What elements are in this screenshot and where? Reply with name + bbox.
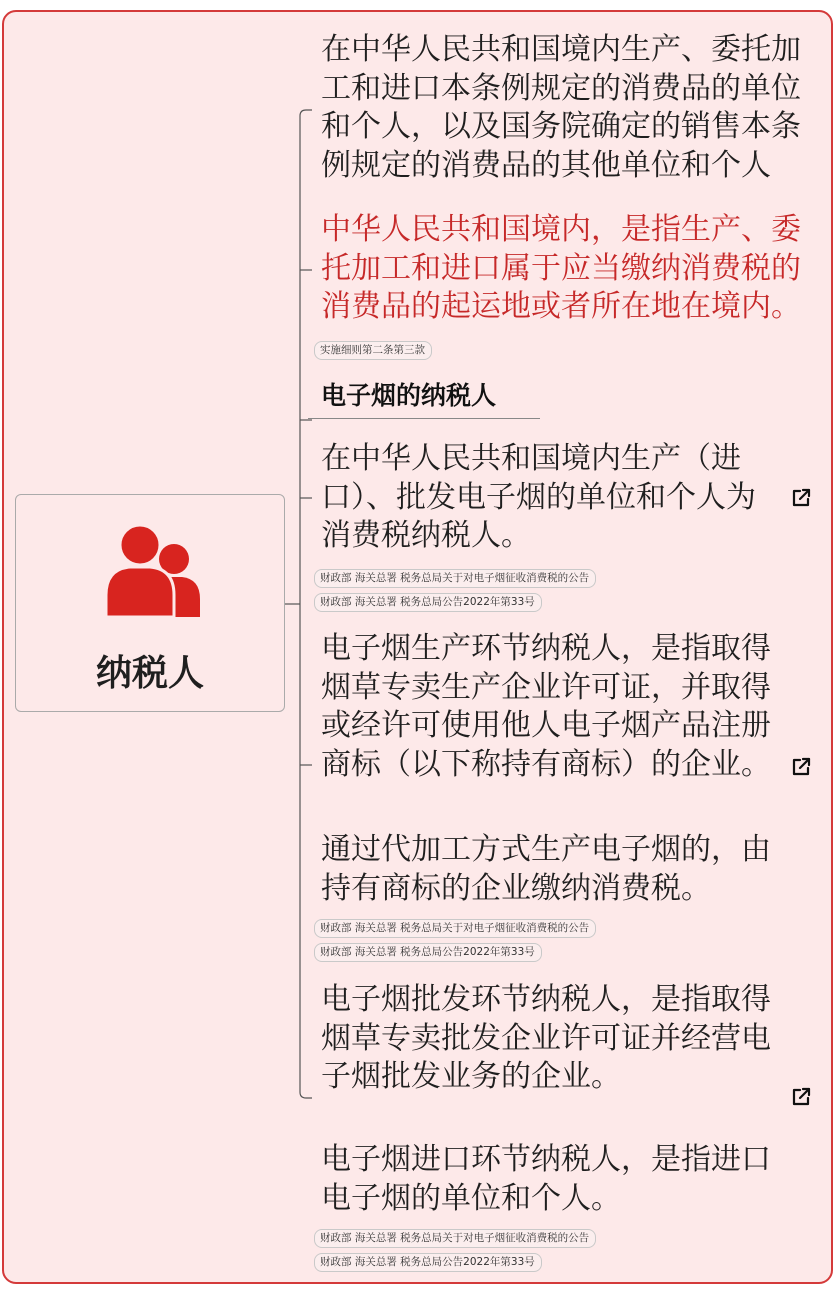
external-link-icon[interactable] [790, 487, 812, 509]
node-line: 烟草专卖批发企业许可证并经营电 [321, 1020, 771, 1056]
node-line: 消费品的起运地或者所在地在境内。 [321, 289, 801, 324]
heading-underline [308, 418, 540, 419]
node-territory-definition[interactable] [321, 211, 801, 327]
source-tag[interactable]: 财政部 海关总署 税务总局公告2022年第33号 [314, 593, 542, 612]
node-ecig-production-taxpayer[interactable] [321, 630, 771, 784]
source-tag[interactable]: 财政部 海关总署 税务总局关于对电子烟征收消费税的公告 [314, 569, 596, 588]
node-line: 电子烟批发环节纳税人，是指取得 [321, 982, 771, 1017]
node-ecig-taxpayer[interactable] [321, 440, 756, 556]
source-tag[interactable]: 财政部 海关总署 税务总局关于对电子烟征收消费税的公告 [314, 919, 596, 938]
node-line: 工和进口本条例规定的消费品的单位 [321, 70, 801, 106]
node-line: 中华人民共和国境内，是指生产、委 [321, 212, 801, 247]
node-ecig-import-taxpayer[interactable] [321, 1141, 771, 1218]
external-link-icon[interactable] [790, 756, 812, 778]
node-line: 消费税纳税人。 [321, 518, 531, 553]
root-node[interactable] [15, 494, 285, 712]
node-line: 口）、批发电子烟的单位和个人为 [321, 479, 756, 515]
node-ecig-wholesale-taxpayer[interactable] [321, 981, 771, 1097]
source-tag[interactable]: 财政部 海关总署 税务总局公告2022年第33号 [314, 943, 542, 962]
node-line: 或经许可使用他人电子烟产品注册 [321, 708, 771, 743]
source-tag[interactable]: 实施细则第二条第三款 [314, 341, 432, 360]
root-label: 纳税人 [95, 653, 204, 694]
node-line: 电子烟进口环节纳税人，是指进口 [321, 1142, 771, 1177]
node-line: 例规定的消费品的其他单位和个人 [321, 147, 771, 183]
node-line: 子烟批发业务的企业。 [321, 1059, 621, 1094]
node-line: 通过代加工方式生产电子烟的，由 [321, 832, 771, 867]
source-tag[interactable]: 财政部 海关总署 税务总局关于对电子烟征收消费税的公告 [314, 1229, 596, 1248]
node-oem-production[interactable] [321, 831, 771, 908]
node-line: 商标（以下称持有商标）的企业。 [321, 746, 771, 782]
node-line: 在中华人民共和国境内生产（进 [321, 441, 741, 476]
node-line: 电子烟生产环节纳税人，是指取得 [321, 631, 771, 666]
node-line: 和个人，以及国务院确定的销售本条 [321, 109, 801, 144]
node-taxpayer-definition[interactable] [321, 31, 801, 185]
node-line: 持有商标的企业缴纳消费税。 [321, 870, 711, 906]
users-icon [104, 517, 200, 621]
heading-ecig-taxpayer[interactable]: 电子烟的纳税人 [321, 381, 497, 410]
node-line: 烟草专卖生产企业许可证，并取得 [321, 669, 771, 705]
node-line: 电子烟的单位和个人。 [321, 1180, 621, 1216]
node-line: 在中华人民共和国境内生产、委托加 [321, 32, 801, 67]
source-tag[interactable]: 财政部 海关总署 税务总局公告2022年第33号 [314, 1253, 542, 1272]
node-line: 托加工和进口属于应当缴纳消费税的 [321, 250, 801, 286]
external-link-icon[interactable] [790, 1086, 812, 1108]
